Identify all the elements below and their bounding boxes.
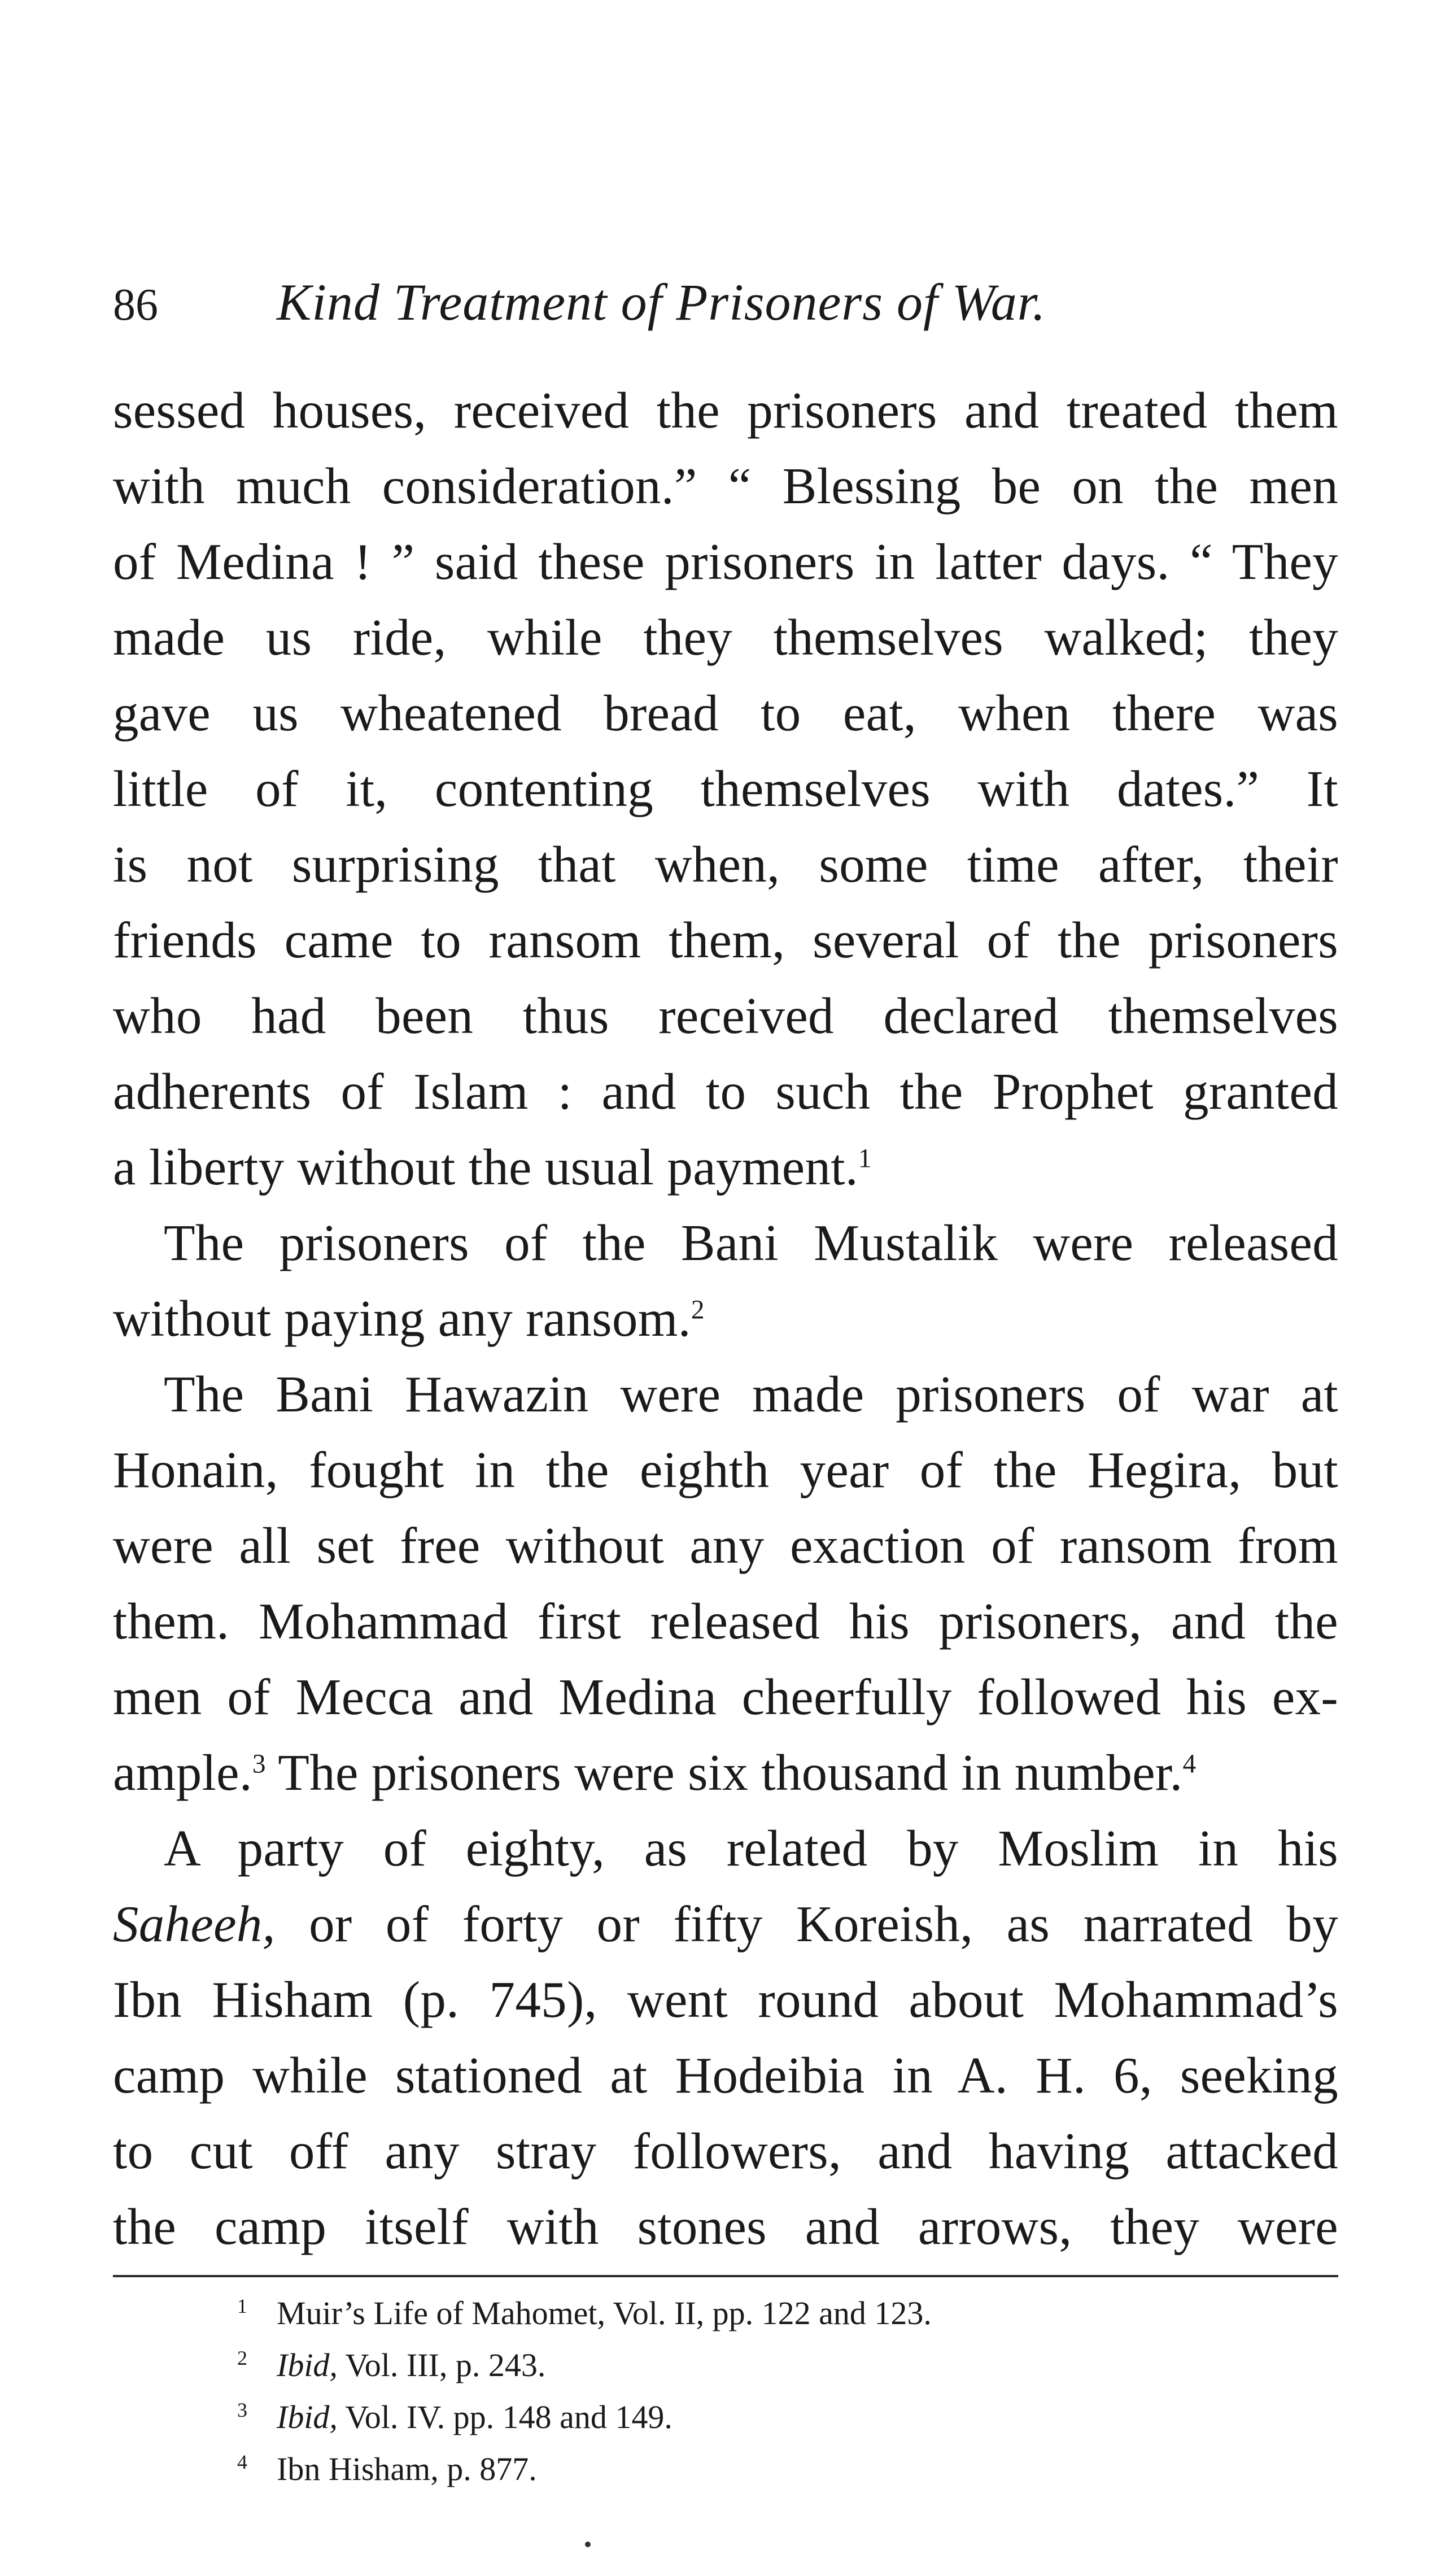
footnote-reference: 3	[252, 1749, 266, 1779]
line-text: or of forty or fifty Koreish, as narrated by	[275, 1895, 1338, 1952]
text-line: were all set free without any exaction of ransom from	[113, 1517, 1338, 1574]
page-number: 86	[113, 280, 158, 330]
text-line: Honain, fought in the eighth year of the Hegira, but	[113, 1441, 1338, 1498]
footnote-reference: 2	[691, 1295, 705, 1325]
footnote: 2 Ibid, Vol. III, p. 243.	[237, 2347, 546, 2383]
footnote: 4 Ibn Hisham, p. 877.	[237, 2451, 537, 2487]
footnote-reference: 1	[858, 1144, 872, 1174]
footnote-divider	[113, 2275, 1338, 2277]
text-line: is not surprising that when, some time after, their	[113, 836, 1338, 893]
line-text: The prisoners were six thousand in number.	[265, 1744, 1183, 1801]
text-line: camp while stationed at Hodeibia in A. H. 6, seeking	[113, 2047, 1338, 2104]
ink-speck	[585, 2542, 591, 2547]
line-text: a liberty without the usual payment.	[113, 1139, 858, 1196]
text-line: the camp itself with stones and arrows, they were	[113, 2198, 1338, 2255]
italic-title: Saheeh,	[113, 1895, 276, 1952]
text-line: made us ride, while they themselves walked; they	[113, 609, 1338, 666]
body-text	[113, 373, 1338, 2265]
text-line: friends came to ransom them, several of the prisoners	[113, 912, 1338, 969]
text-line: The Bani Hawazin were made prisoners of war at	[164, 1366, 1338, 1423]
text-line: sessed houses, received the prisoners and treated them	[113, 382, 1338, 439]
text-line: adherents of Islam : and to such the Prophet granted	[113, 1063, 1338, 1120]
footnote-italic: Ibid,	[277, 2399, 338, 2435]
text-line: to cut off any stray followers, and having attacked	[113, 2122, 1338, 2180]
text-line: A party of eighty, as related by Moslim in his	[164, 1820, 1338, 1877]
text-line: men of Mecca and Medina cheerfully followed his ex-	[113, 1668, 1338, 1725]
footnote-text: Vol. IV. pp. 148 and 149.	[337, 2399, 673, 2435]
text-line: Ibn Hisham (p. 745), went round about Mohammad’s	[113, 1971, 1338, 2028]
footnote-reference: 4	[1182, 1749, 1197, 1779]
footnote: 1 Muir’s Life of Mahomet, Vol. II, pp. 122 and 123.	[237, 2295, 932, 2331]
text-line	[113, 1886, 1338, 1962]
text-line: with much consideration.” “ Blessing be on the men	[113, 457, 1338, 515]
text-line: gave us wheatened bread to eat, when there was	[113, 685, 1338, 742]
footnote-text: Ibn Hisham, p. 877.	[277, 2451, 537, 2487]
text-line	[113, 1281, 1338, 1357]
text-line	[113, 1130, 1338, 1205]
text-line: The prisoners of the Bani Mustalik were released	[164, 1214, 1338, 1271]
footnote: 3 Ibid, Vol. IV. pp. 148 and 149.	[237, 2399, 673, 2435]
text-line: little of it, contenting themselves with dates.” It	[113, 760, 1338, 817]
text-line: of Medina ! ” said these prisoners in latter days. “ They	[113, 533, 1338, 590]
line-text: without paying any ransom.	[113, 1290, 691, 1347]
footnote-text: Vol. III, p. 243.	[337, 2347, 546, 2383]
running-head	[113, 265, 1327, 339]
running-title: Kind Treatment of Prisoners of War.	[277, 273, 1046, 331]
line-text: ample.	[113, 1744, 252, 1801]
footnotes	[237, 2287, 1310, 2495]
footnote-italic: Ibid,	[277, 2347, 338, 2383]
text-line: them. Mohammad first released his prisoners, and the	[113, 1593, 1338, 1650]
footnote-text: Muir’s Life of Mahomet, Vol. II, pp. 122 and 123.	[277, 2295, 932, 2331]
text-line: who had been thus received declared themselves	[113, 987, 1338, 1044]
text-line	[113, 1735, 1338, 1811]
